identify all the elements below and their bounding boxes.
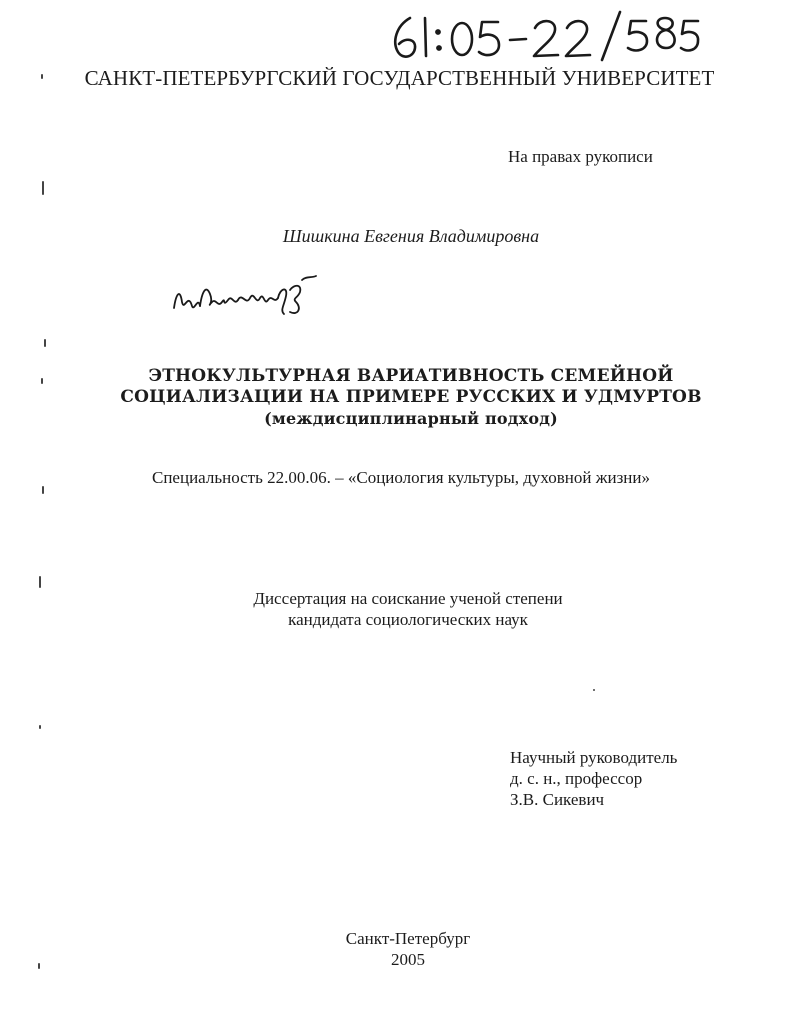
author-signature <box>170 272 320 318</box>
scan-speck <box>44 339 46 347</box>
supervisor-block <box>510 747 677 810</box>
dissertation-title <box>0 366 799 429</box>
specialty-line: Специальность 22.00.06. – «Социология культуры, духовной жизни» <box>152 468 651 487</box>
footer-city-year <box>0 928 799 970</box>
manuscript-rights-note: На правах рукописи <box>508 147 653 166</box>
scan-speck <box>38 963 40 969</box>
author-name: Шишкина Евгения Владимировна <box>282 226 540 246</box>
scan-speck <box>593 689 595 691</box>
scan-speck <box>42 181 44 195</box>
footer-city: Санкт-Петербург <box>345 929 471 948</box>
scan-speck <box>39 725 41 729</box>
supervisor-degree: д. с. н., профессор <box>510 769 643 788</box>
supervisor-name: З.В. Сикевич <box>510 790 605 809</box>
university-name: САНКТ-ПЕТЕРБУРГСКИЙ ГОСУДАРСТВЕННЫЙ УНИВЕРСИТЕТ <box>84 66 715 90</box>
scan-speck <box>41 378 43 384</box>
title-line-2: СОЦИАЛИЗАЦИИ НА ПРИМЕРЕ РУССКИХ И УДМУРТОВ <box>120 387 702 407</box>
title-line-1: ЭТНОКУЛЬТУРНАЯ ВАРИАТИВНОСТЬ СЕМЕЙНОЙ <box>148 366 674 386</box>
scan-speck <box>42 486 44 494</box>
footer-year: 2005 <box>391 950 425 969</box>
title-subtitle: (междисциплинарный подход) <box>264 409 558 428</box>
dissertation-line-2: кандидата социологических наук <box>288 610 528 629</box>
scan-speck <box>39 576 41 588</box>
supervisor-role: Научный руководитель <box>510 748 678 767</box>
dissertation-line-1: Диссертация на соискание ученой степени <box>253 589 563 608</box>
archive-number-handwritten <box>370 8 700 62</box>
dissertation-degree-block <box>0 588 799 630</box>
scan-speck <box>41 74 43 79</box>
